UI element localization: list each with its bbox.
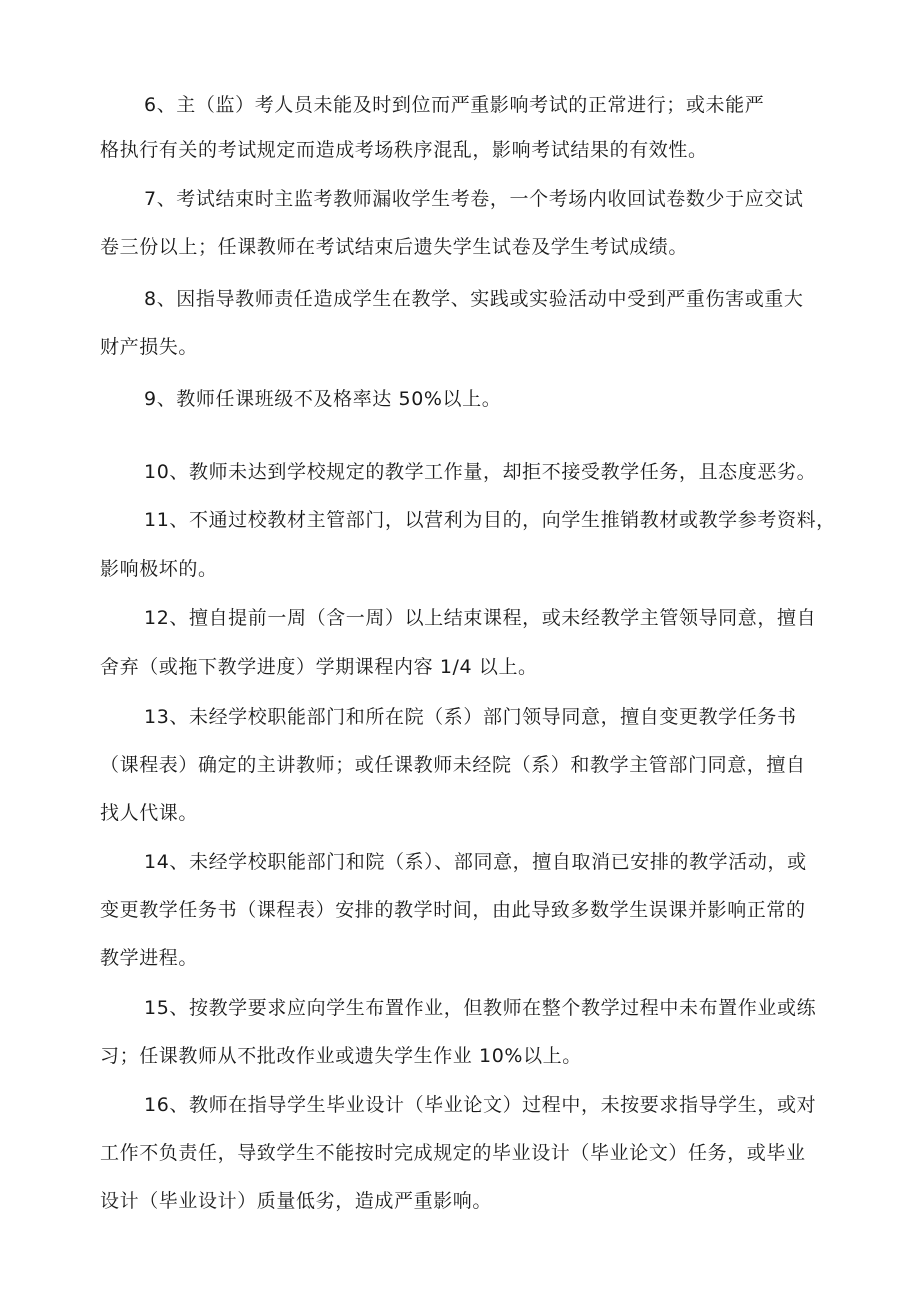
paragraph-line: 12、擅自提前一周（含一周）以上结束课程，或未经教学主管领导同意，擅自 [144,607,817,629]
paragraph-line: 6、主（监）考人员未能及时到位而严重影响考试的正常进行；或未能严 [144,94,765,116]
paragraph-line: （课程表）确定的主讲教师；或任课教师未经院（系）和教学主管部门同意，擅自 [100,754,806,776]
paragraph-line: 11、不通过校教材主管部门，以营利为目的，向学生推销教材或教学参考资料， [144,509,836,531]
paragraph-line: 影响极坏的。 [100,558,218,580]
paragraph-line: 卷三份以上；任课教师在考试结束后遗失学生试卷及学生考试成绩。 [100,236,689,258]
paragraph-line: 10、教师未达到学校规定的教学工作量，却拒不接受教学任务，且态度恶劣。 [144,461,817,483]
paragraph-line: 工作不负责任，导致学生不能按时完成规定的毕业设计（毕业论文）任务，或毕业 [100,1142,806,1164]
paragraph-line: 习；任课教师从不批改作业或遗失学生作业 10%以上。 [100,1045,582,1067]
paragraph-line: 8、因指导教师责任造成学生在教学、实践或实验活动中受到严重伤害或重大 [144,288,804,310]
paragraph-line: 格执行有关的考试规定而造成考场秩序混乱，影响考试结果的有效性。 [100,139,708,161]
paragraph-line: 13、未经学校职能部门和所在院（系）部门领导同意，擅自变更教学任务书 [144,706,797,728]
paragraph-line: 找人代课。 [100,802,199,824]
paragraph-line: 教学进程。 [100,947,199,969]
paragraph-line: 财产损失。 [100,336,199,358]
paragraph-line: 16、教师在指导学生毕业设计（毕业论文）过程中，未按要求指导学生，或对 [144,1094,817,1116]
paragraph-line: 舍弃（或拖下教学进度）学期课程内容 1/4 以上。 [100,656,538,678]
paragraph-line: 9、教师任课班级不及格率达 50%以上。 [144,388,502,410]
paragraph-line: 变更教学任务书（课程表）安排的教学时间，由此导致多数学生误课并影响正常的 [100,899,806,921]
paragraph-line: 15、按教学要求应向学生布置作业，但教师在整个教学过程中未布置作业或练 [144,997,817,1019]
paragraph-line: 7、考试结束时主监考教师漏收学生考卷，一个考场内收回试卷数少于应交试 [144,188,804,210]
paragraph-line: 14、未经学校职能部门和院（系）、部同意，擅自取消已安排的教学活动，或 [144,851,807,873]
paragraph-line: 设计（毕业设计）质量低劣，造成严重影响。 [100,1190,493,1212]
